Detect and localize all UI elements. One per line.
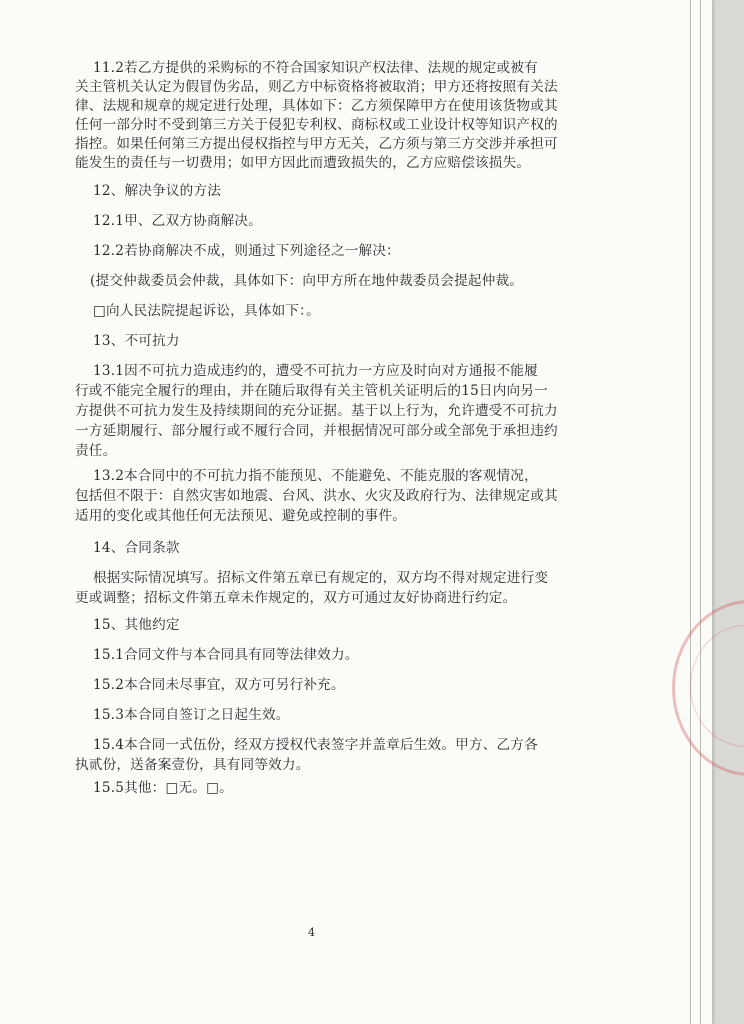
text-line: 一方延期履行、部分履行或不履行合同，并根据情况可部分或全部免于承担违约	[75, 423, 558, 439]
text-line: 律、法规和规章的规定进行处理，具体如下：乙方须保障甲方在使用该货物或其	[75, 98, 558, 114]
text-line: 11.2若乙方提供的采购标的不符合国家知识产权法律、法规的规定或被有	[93, 60, 538, 76]
text-line: 方提供不可抗力发生及持续期间的充分证据。基于以上行为，允许遭受不可抗力	[75, 403, 558, 419]
text-line: 15.2本合同未尽事宜，双方可另行补充。	[93, 677, 345, 693]
text-line: 任何一部分时不受到第三方关于侵犯专利权、商标权或工业设计权等知识产权的	[75, 117, 558, 133]
text-line: 指控。如果任何第三方提出侵权指控与甲方无关，乙方须与第三方交涉并承担可	[75, 136, 558, 152]
text-line: 更或调整；招标文件第五章未作规定的，双方可通过友好协商进行约定。	[75, 590, 517, 606]
text-line: 关主管机关认定为假冒伪劣品，则乙方中标资格将被取消；甲方还将按照有关法	[75, 79, 558, 95]
text-line: 12.1甲、乙双方协商解决。	[93, 213, 263, 229]
text-line: 根据实际情况填写。招标文件第五章已有规定的，双方均不得对规定进行变	[93, 570, 549, 586]
text-line: 能发生的责任与一切费用；如甲方因此而遭致损失的，乙方应赔偿该损失。	[75, 155, 531, 171]
text-line: 13.2本合同中的不可抗力指不能预见、不能避免、不能克服的客观情况，	[93, 468, 538, 484]
text-line: 15.5其他：□无。□。	[93, 780, 233, 796]
text-line: □向人民法院提起诉讼，具体如下：。	[93, 303, 320, 319]
section-heading: 12、解决争议的方法	[93, 183, 222, 199]
text-line: 包括但不限于：自然灾害如地震、台风、洪水、火灾及政府行为、法律规定或其	[75, 488, 558, 504]
text-line: 12.2若协商解决不成，则通过下列途径之一解决：	[93, 243, 400, 259]
text-line: 15.4本合同一式伍份，经双方授权代表签字并盖章后生效。甲方、乙方各	[93, 737, 538, 753]
text-line: 15.1合同文件与本合同具有同等法律效力。	[93, 647, 359, 663]
text-line: 行或不能完全履行的理由，并在随后取得有关主管机关证明后的15日内向另一	[75, 383, 548, 399]
page-number: 4	[308, 926, 315, 939]
text-line: 责任。	[75, 443, 117, 459]
text-line: (提交仲裁委员会仲裁，具体如下：向甲方所在地仲裁委员会提起仲裁。	[90, 273, 524, 289]
section-heading: 15、其他约定	[93, 617, 180, 633]
text-line: 适用的变化或其他任何无法预见、避免或控制的事件。	[75, 508, 407, 524]
section-heading: 14、合同条款	[93, 540, 180, 556]
text-line: 13.1因不可抗力造成违约的，遭受不可抗力一方应及时向对方通报不能履	[93, 363, 538, 379]
text-line: 15.3本合同自签订之日起生效。	[93, 707, 290, 723]
section-heading: 13、不可抗力	[93, 333, 180, 349]
text-line: 执贰份，送备案壹份，具有同等效力。	[75, 757, 310, 773]
